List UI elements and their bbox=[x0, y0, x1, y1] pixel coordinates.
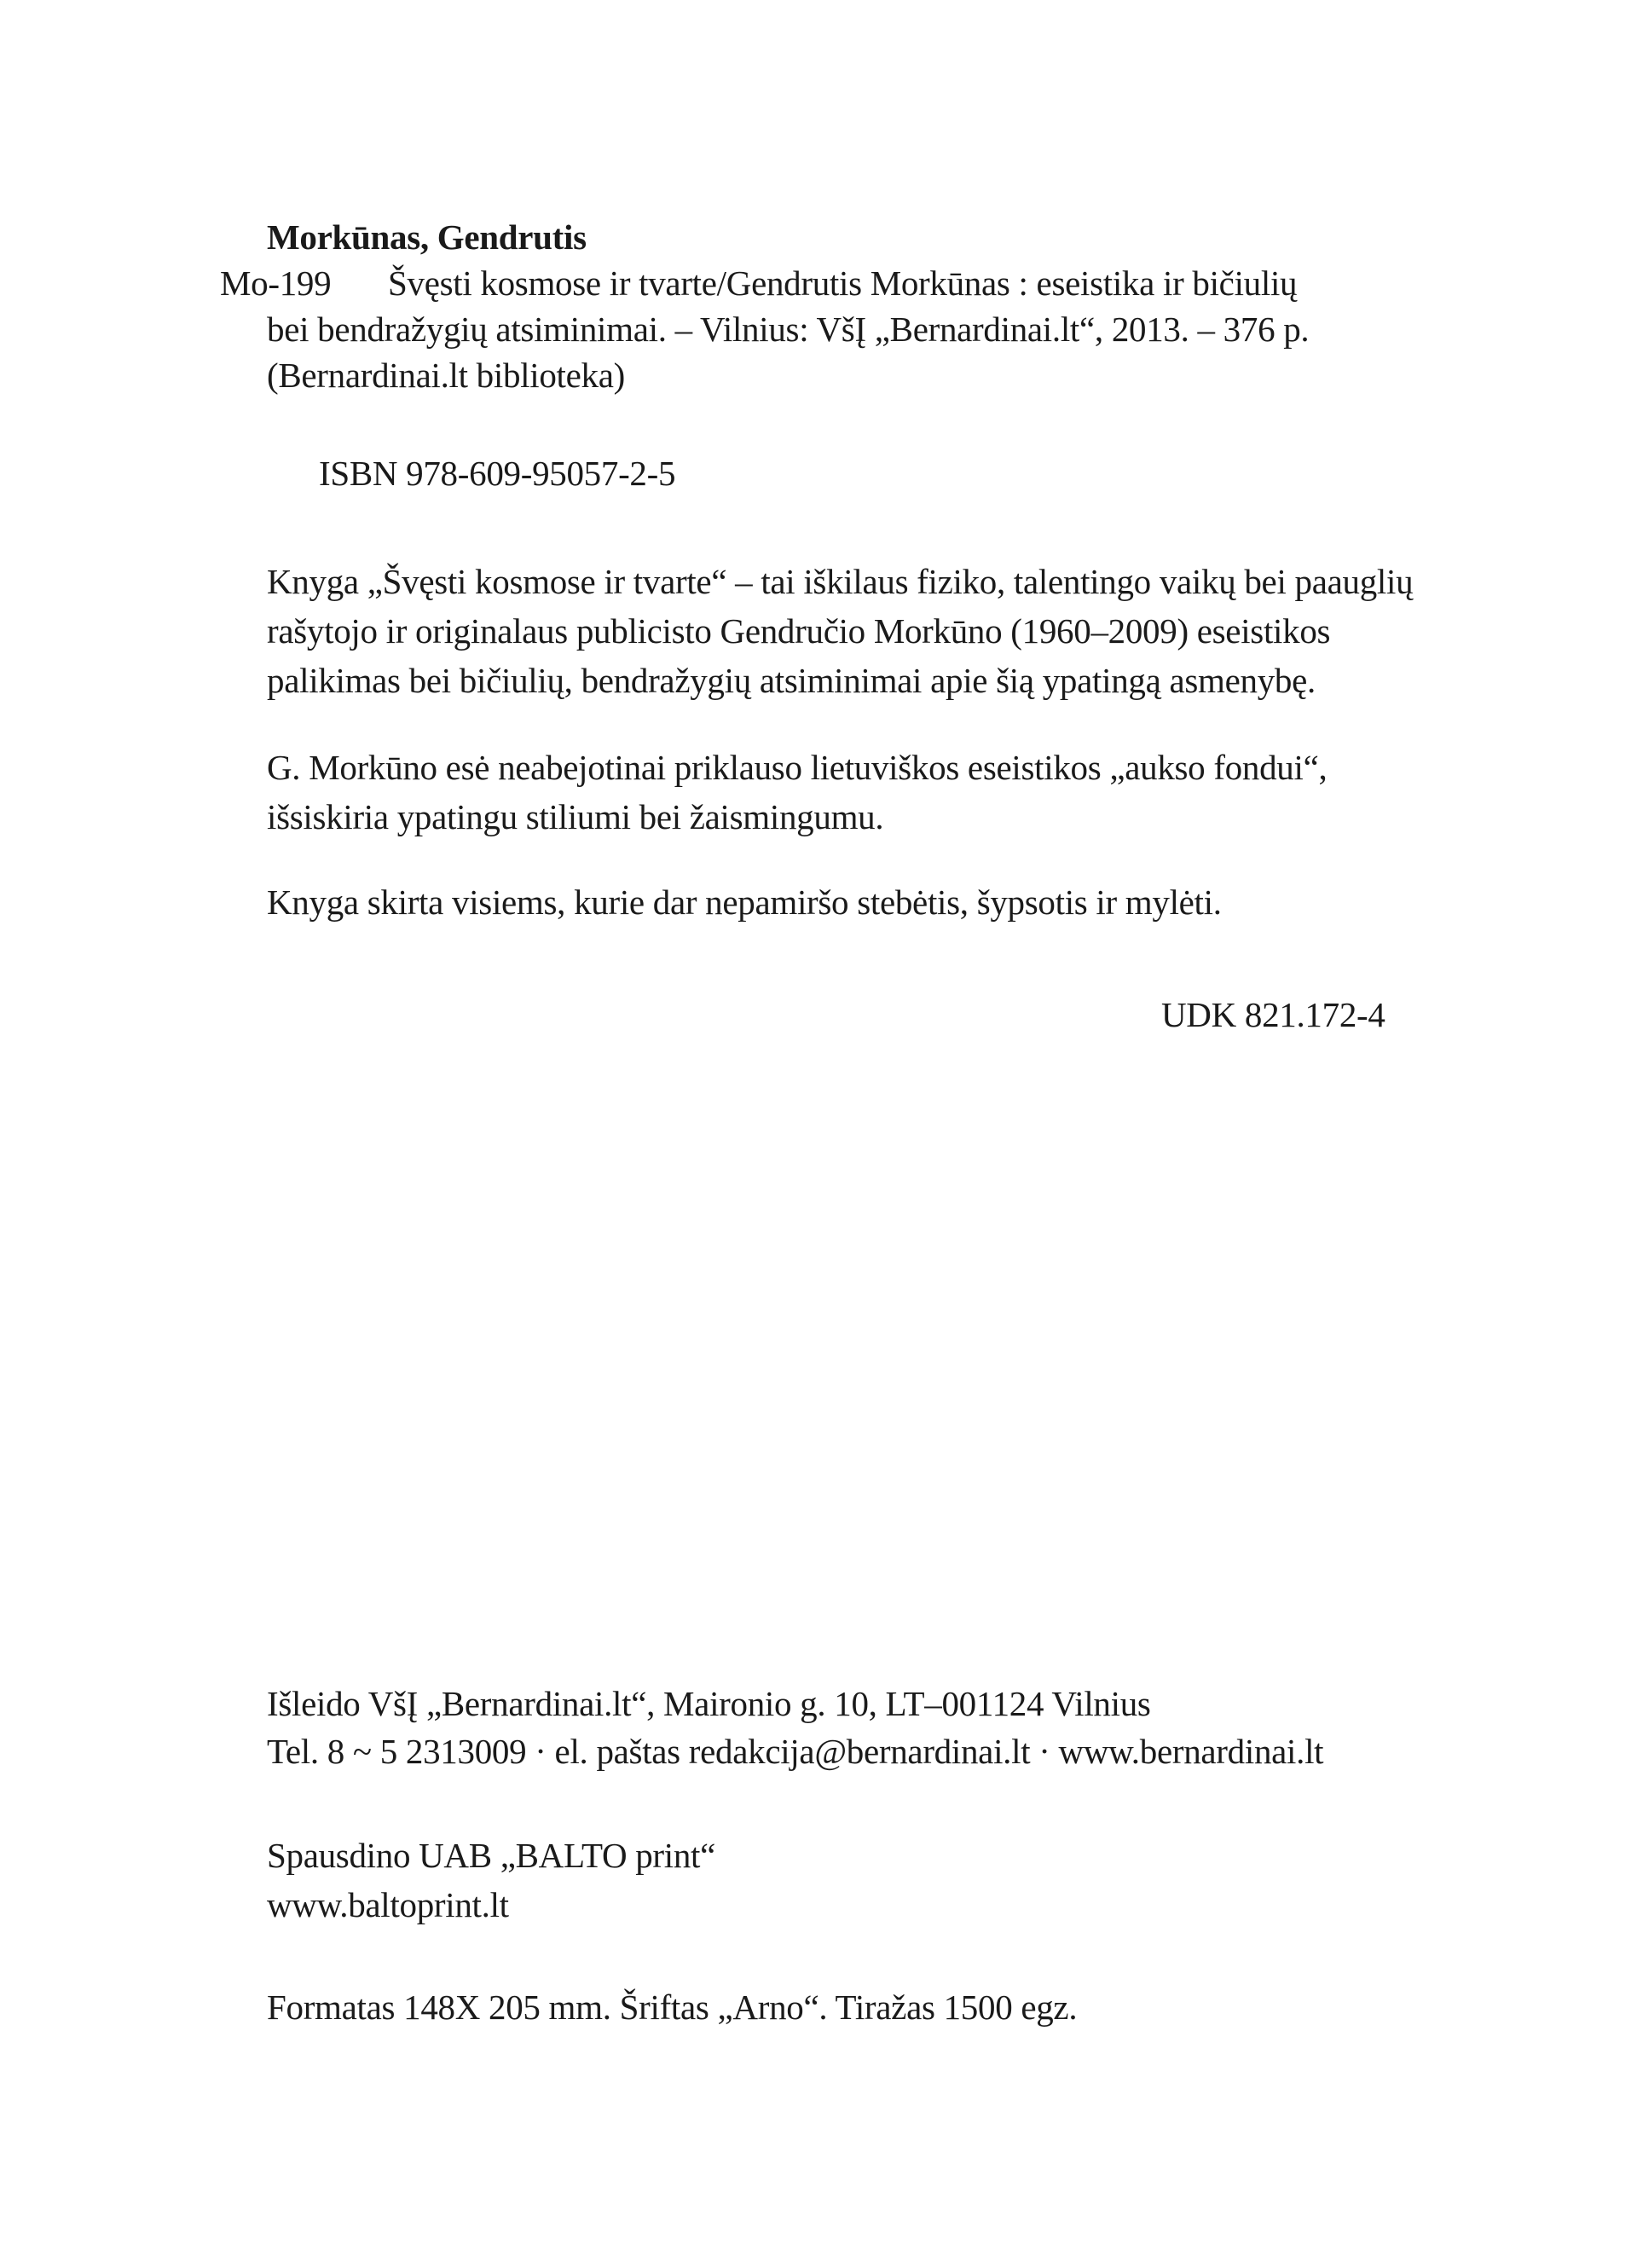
catalog-shelfmark: Mo-199 bbox=[220, 263, 332, 303]
colophon-format-line: Formatas 148X 205 mm. Šriftas „Arno“. Tiražas 1500 egz. bbox=[267, 1987, 1078, 2027]
catalog-series: (Bernardinai.lt biblioteka) bbox=[267, 356, 625, 395]
colophon-printer-website: www.baltoprint.lt bbox=[267, 1885, 509, 1924]
catalog-title-line-1: Švęsti kosmose ir tvarte/Gendrutis Morkūnas : eseistika ir bičiulių bbox=[388, 263, 1298, 303]
colophon-publisher-line-2: Tel. 8 ~ 5 2313009 · el. paštas redakcija@bernardinai.lt · www.bernardinai.lt bbox=[267, 1732, 1324, 1771]
catalog-isbn: ISBN 978-609-95057-2-5 bbox=[319, 454, 676, 493]
colophon-publisher-line-1: Išleido VšĮ „Bernardinai.lt“, Maironio g. 10, LT–001124 Vilnius bbox=[267, 1684, 1151, 1723]
description-paragraph-2-line-1: G. Morkūno esė neabejotinai priklauso lietuviškos eseistikos „aukso fondui“, bbox=[267, 748, 1328, 787]
description-paragraph-3: Knyga skirta visiems, kurie dar nepamiršo stebėtis, šypsotis ir mylėti. bbox=[267, 882, 1222, 922]
catalog-title-line-2: bei bendražygių atsiminimai. – Vilnius: VšĮ „Bernardinai.lt“, 2013. – 376 p. bbox=[267, 310, 1310, 349]
udk-code: UDK 821.172-4 bbox=[1161, 995, 1385, 1034]
description-paragraph-1-line-2: rašytojo ir originalaus publicisto Gendručio Morkūno (1960–2009) eseistikos bbox=[267, 611, 1331, 651]
catalog-author: Morkūnas, Gendrutis bbox=[267, 217, 587, 257]
description-paragraph-1-line-3: palikimas bei bičiulių, bendražygių atsiminimai apie šią ypatingą asmenybę. bbox=[267, 661, 1316, 700]
colophon-printer-line-1: Spausdino UAB „BALTO print“ bbox=[267, 1836, 716, 1875]
description-paragraph-1-line-1: Knyga „Švęsti kosmose ir tvarte“ – tai iškilaus fiziko, talentingo vaikų bei paauglių bbox=[267, 562, 1414, 601]
description-paragraph-2-line-2: išsiskiria ypatingu stiliumi bei žaismingumu. bbox=[267, 797, 884, 836]
